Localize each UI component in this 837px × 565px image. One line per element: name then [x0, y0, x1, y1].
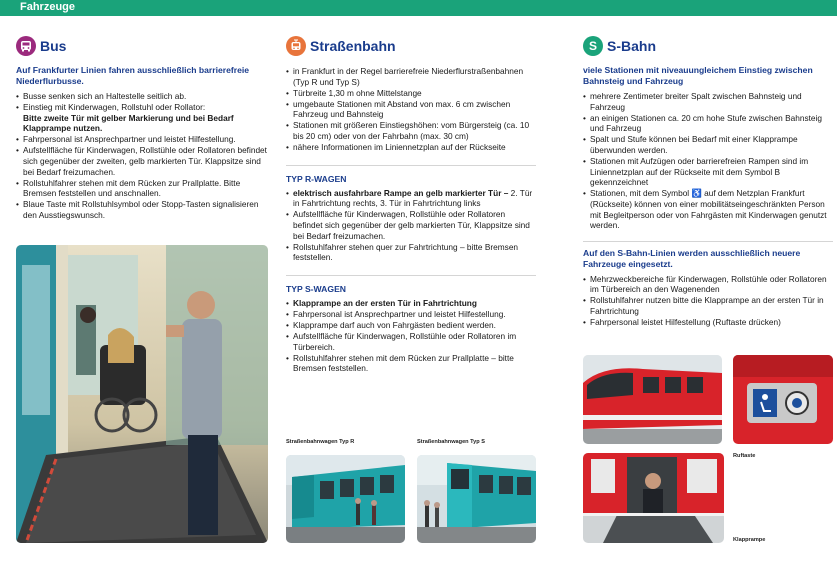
tram-r-item-text: Aufstellfläche für Kinderwagen, Rollstühle oder Rollatoren befindet sich gegenüber der gelb markierten Tür, Klappsitze sind bei Bedarf freizumachen. — [293, 209, 530, 241]
tram-r-item — [286, 209, 536, 241]
s-bahn-lead: viele Stationen mit niveauungleichem Einstieg zwischen Bahnsteig und Fahrzeug — [583, 65, 813, 86]
bus-list — [16, 91, 270, 221]
bus-lead: Auf Frankfurter Linien fahren ausschließlich barrierefreie Niederflurbusse. — [16, 65, 250, 86]
ruftaste-caption: Ruftaste — [733, 453, 756, 459]
tram-s-item — [286, 309, 536, 320]
bus-item — [16, 178, 270, 199]
tram-s-heading: TYP S-WAGEN — [286, 275, 536, 294]
bus-item-text: Rollstuhlfahrer stehen mit dem Rücken zur Prallplatte. Bitte Bremsen feststellen und anschnallen. — [23, 177, 241, 199]
s-bahn-item: • Spalt und Stufe können bei Bedarf mit einer Klapprampe überwunden werden. — [583, 134, 833, 155]
tram-s-item-text: Fahrpersonal ist Ansprechpartner und leistet Hilfestellung. — [293, 309, 506, 319]
bus-item-text: Aufstellfläche für Kinderwagen, Rollstühle oder Rollatoren befindet sich gegenüber der zweiten, gelb markierten Tür. Klappsitze sind bei Bedarf freizumachen. — [23, 145, 267, 177]
s-bahn-item: • an einigen Stationen ca. 20 cm hohe Stufe zwischen Bahnsteig und Fahrzeug — [583, 113, 833, 134]
bus-item — [16, 199, 270, 220]
tram-r-item — [286, 242, 536, 263]
bus-header — [16, 32, 270, 60]
s-bahn-icon — [583, 36, 603, 56]
bus-item — [16, 102, 270, 134]
tram-s-item-text: Rollstuhlfahrer stehen mit dem Rücken zur Prallplatte – bitte Bremsen feststellen. — [293, 352, 514, 374]
s-bahn-item-2: • Rollstuhlfahrer nutzen bitte die Klapprampe an der ersten Tür in Fahrtrichtung — [583, 295, 833, 316]
s-bahn-lead-2: Auf den S-Bahn-Linien werden ausschließlich neuere Fahrzeuge eingesetzt. — [583, 241, 833, 270]
s-bahn-item-2: • Mehrzweckbereiche für Kinderwagen, Rollstühle oder Rollatoren im Türbereich an den Wagenenden — [583, 274, 833, 295]
tram-item: • Stationen mit größeren Einstiegshöhen: vom Bürgersteig (ca. 10 bis 20 cm) oder von der Fahrbahn (max. 30 cm) — [286, 120, 536, 141]
tram-s-caption: Straßenbahnwagen Typ S — [417, 439, 485, 445]
s-bahn-item: • Stationen, mit dem Symbol ♿ auf dem Netzplan Frankfurt (Rückseite) können von einer mobilitätseingeschränkten Person mit Begleitperson oder von Fahrgästen mit Kinderwagen genutzt werden. — [583, 188, 833, 230]
tram-s-list — [286, 298, 536, 374]
s-bahn-item: • mehrere Zentimeter breiter Spalt zwischen Bahnsteig und Fahrzeug — [583, 91, 833, 112]
s-bahn-title: S-Bahn — [607, 38, 656, 54]
bus-item-text: Fahrpersonal ist Ansprechpartner und leistet Hilfestellung. — [23, 134, 236, 145]
ruftaste-photo — [733, 355, 833, 444]
tram-s-item-text: Aufstellfläche für Kinderwagen, Rollstühle oder Rollatoren im Türbereich. — [293, 331, 517, 352]
tram-list — [286, 66, 536, 153]
tram-r-caption: Straßenbahnwagen Typ R — [286, 439, 355, 445]
tram-r-item — [286, 188, 536, 209]
s-bahn-item-2: • Fahrpersonal leistet Hilfestellung (Ruftaste drücken) — [583, 317, 833, 328]
bus-item — [16, 145, 270, 177]
s-bahn-list-2 — [583, 274, 833, 328]
tram-r-item-bold: elektrisch ausfahrbare Rampe an gelb markierter Tür – — [293, 187, 509, 198]
bus-item — [16, 134, 270, 145]
s-bahn-icon-letter: S — [588, 39, 597, 53]
bus-icon — [16, 36, 36, 56]
s-bahn-list — [583, 91, 833, 231]
bus-item-text: Blaue Taste mit Rollstuhlsymbol oder Stopp-Tasten signalisieren den Ausstiegswunsch. — [23, 199, 259, 221]
tram-s-photo — [417, 455, 536, 543]
tram-s-item-text: Klapprampe darf auch von Fahrgästen bedient werden. — [293, 320, 496, 331]
klapprampe-caption: Klapprampe — [733, 537, 766, 543]
tram-s-item — [286, 353, 536, 374]
tram-column — [286, 32, 536, 375]
s-bahn-item: • Stationen mit Aufzügen oder barrierefreien Rampen sind im Liniennetzplan auf der Rückseite mit dem Symbol B gekennzeichnet — [583, 156, 833, 188]
bus-title: Bus — [40, 38, 67, 54]
bus-item-text: Busse senken sich an Haltestelle seitlich ab. — [23, 91, 187, 101]
tram-s-item-bold: Klapprampe an der ersten Tür in Fahrtrichtung — [293, 297, 477, 308]
klapprampe-photo — [583, 453, 724, 543]
tram-item: • nähere Informationen im Liniennetzplan auf der Rückseite — [286, 142, 536, 153]
bus-ramp-photo — [16, 245, 268, 543]
s-bahn-train-photo — [583, 355, 722, 444]
tram-icon — [286, 36, 306, 56]
bus-item — [16, 91, 270, 102]
tram-s-item — [286, 298, 536, 309]
bus-item-bold: Bitte zweite Tür mit gelber Markierung und bei Bedarf Klapprampe nutzen. — [23, 112, 234, 134]
tram-r-heading: TYP R-WAGEN — [286, 165, 536, 184]
tram-r-item-text: 2. Tür in Fahrtrichtung rechts, 3. Tür in Fahrtrichtung links — [293, 187, 533, 209]
tram-r-item-text: Rollstuhlfahrer stehen quer zur Fahrtrichtung – bitte Bremsen feststellen. — [293, 241, 519, 263]
tram-header — [286, 32, 536, 60]
s-bahn-header — [583, 32, 833, 60]
section-banner — [0, 0, 837, 16]
tram-r-list — [286, 188, 536, 263]
tram-r-photo — [286, 455, 405, 543]
bus-item-text: Einstieg mit Kinderwagen, Rollstuhl oder Rollator: — [23, 102, 206, 113]
tram-title: Straßenbahn — [310, 38, 396, 54]
tram-item: • Türbreite 1,30 m ohne Mittelstange — [286, 88, 536, 99]
bus-column — [16, 32, 270, 221]
tram-item: • in Frankfurt in der Regel barrierefreie Niederflurstraßenbahnen (Typ R und Typ S) — [286, 66, 536, 87]
tram-s-item — [286, 320, 536, 331]
tram-s-item — [286, 331, 536, 352]
tram-item: • umgebaute Stationen mit Abstand von max. 6 cm zwischen Fahrzeug und Bahnsteig — [286, 99, 536, 120]
banner-title: Fahrzeuge — [20, 1, 76, 13]
s-bahn-column — [583, 32, 833, 328]
